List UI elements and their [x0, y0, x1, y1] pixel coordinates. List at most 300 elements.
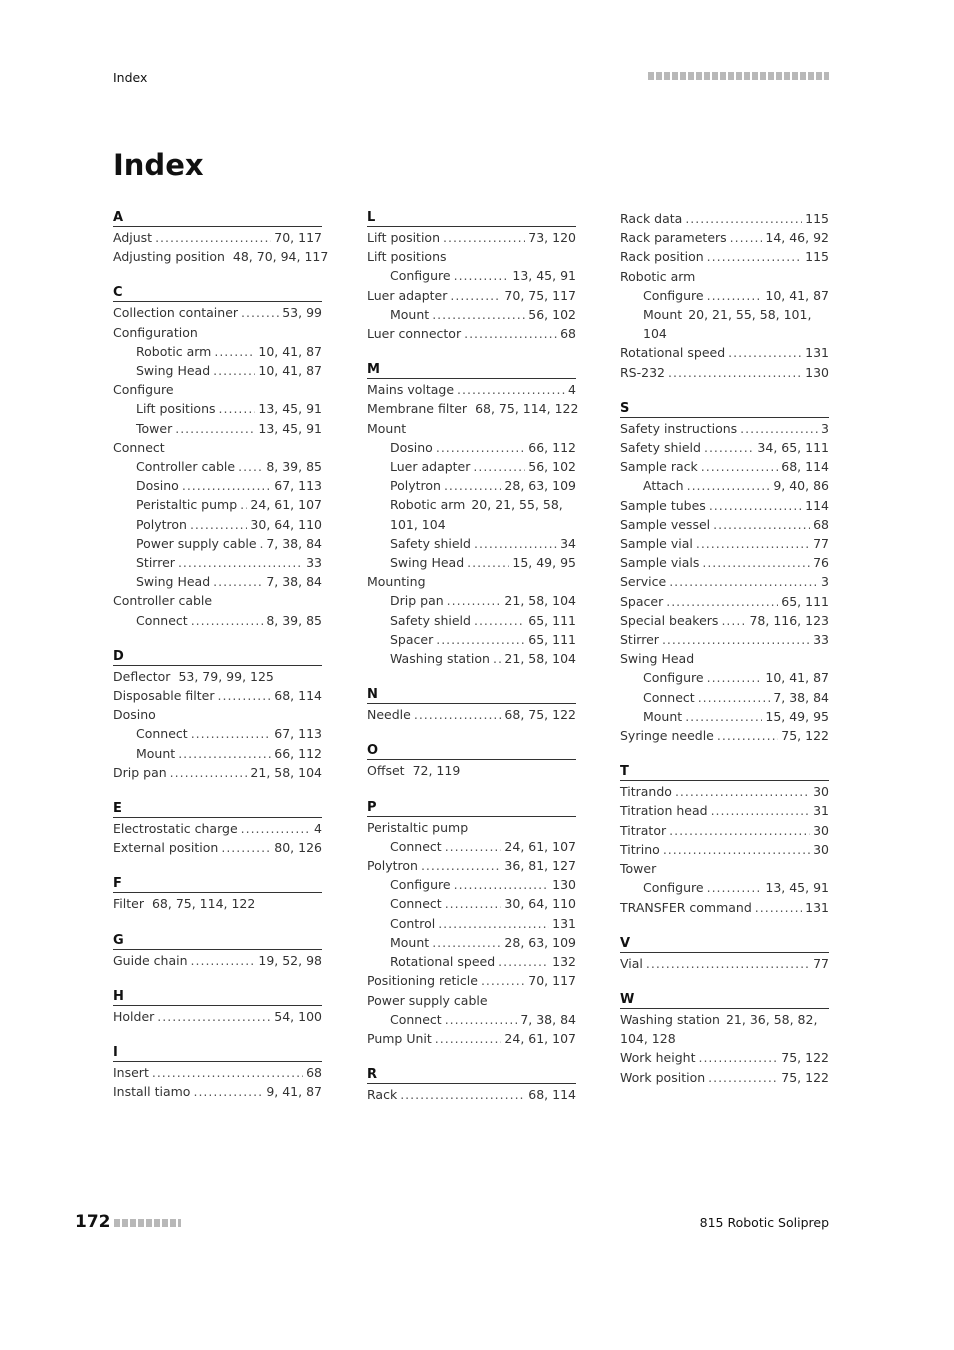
index-page-refs: 76 [813, 555, 829, 571]
index-subentry [367, 649, 576, 668]
index-term: Spacer [620, 593, 664, 609]
index-term: Adjusting position [113, 249, 225, 265]
index-page-refs: 21, 58, 104 [504, 593, 576, 609]
dot-leader [190, 515, 247, 534]
index-term: Mount [643, 708, 683, 724]
index-subentry [620, 305, 829, 343]
index-term: Rack [367, 1087, 398, 1103]
index-entry [113, 763, 322, 782]
index-column-2 [367, 209, 579, 1122]
dot-leader [400, 1085, 525, 1104]
index-page-refs: 75, 122 [781, 1069, 829, 1085]
index-group [367, 686, 576, 724]
index-entry [620, 267, 829, 286]
index-page-refs: 72, 119 [412, 763, 461, 779]
index-page-refs: 67, 113 [274, 478, 322, 494]
index-page-refs: 10, 41, 87 [258, 343, 322, 359]
index-term: Washing station [390, 651, 490, 667]
index-term: Rotational speed [390, 954, 496, 970]
dot-leader [702, 553, 810, 572]
dot-leader [473, 457, 525, 476]
index-entry [367, 399, 579, 418]
index-group [113, 284, 322, 629]
index-term: Mount [390, 306, 430, 322]
index-page-refs: 73, 120 [528, 230, 576, 245]
index-term: Swing Head [390, 555, 465, 571]
index-term: Swing Head [136, 574, 211, 590]
index-letter-heading: O [367, 742, 576, 760]
index-entry [367, 247, 576, 266]
index-term: Membrane filter [367, 401, 468, 417]
index-term: Configure [113, 382, 174, 398]
index-page-refs: 36, 81, 127 [504, 858, 576, 874]
index-page-refs: 21, 36, 58, 82, 104, 128 [620, 1011, 818, 1047]
index-page-refs: 68, 75, 114, 122 [151, 896, 256, 912]
page-number: 172 [75, 1212, 111, 1232]
index-entry [367, 380, 576, 399]
index-subentry [113, 457, 322, 476]
index-term: Rack position [620, 249, 704, 265]
index-entry [367, 1085, 576, 1104]
index-term: Vial [620, 955, 643, 971]
dot-leader [447, 591, 502, 610]
index-entry [620, 534, 829, 553]
index-page-refs: 78, 116, 123 [749, 612, 829, 628]
index-term: Configure [390, 268, 451, 284]
index-entry [620, 954, 829, 973]
index-term: Washing station [620, 1011, 720, 1027]
index-term: Robotic arm [390, 497, 466, 513]
index-subentry [113, 553, 322, 572]
dot-leader [238, 457, 263, 476]
index-entry [367, 761, 576, 780]
index-entry [620, 611, 829, 630]
dot-leader [474, 611, 525, 630]
index-entry [620, 438, 829, 457]
index-letter-heading: A [113, 209, 322, 227]
index-group [620, 400, 829, 745]
index-group [113, 932, 322, 970]
index-term: Configuration [113, 324, 198, 340]
index-term: Drip pan [113, 764, 167, 780]
dot-leader [454, 266, 510, 285]
index-subentry [367, 1010, 576, 1029]
index-term: Sample vial [620, 536, 693, 552]
index-entry [113, 1082, 322, 1101]
index-term: Drip pan [390, 593, 444, 609]
index-entry [113, 247, 329, 266]
index-entry [113, 686, 322, 705]
index-letter-heading: H [113, 988, 322, 1006]
index-subentry [113, 361, 322, 380]
index-subentry [620, 668, 829, 687]
index-entry [620, 343, 829, 362]
index-entry [113, 838, 322, 857]
index-page-refs: 68, 114 [781, 459, 829, 475]
index-entry [620, 209, 829, 228]
dot-leader [708, 1068, 778, 1087]
dot-leader [662, 630, 810, 649]
dot-leader [709, 496, 802, 515]
dot-leader [214, 342, 255, 361]
index-page-refs: 4 [568, 382, 576, 398]
index-subentry [113, 744, 322, 763]
index-letter-heading: N [367, 686, 576, 704]
index-subentry [113, 611, 322, 630]
index-subentry [367, 630, 576, 649]
dot-leader [646, 954, 810, 973]
index-term: Mount [136, 745, 176, 761]
index-term: Pump Unit [367, 1030, 432, 1046]
index-entry [620, 592, 829, 611]
index-subentry [367, 894, 576, 913]
index-term: Rack parameters [620, 230, 727, 246]
index-term: Attach [643, 478, 684, 494]
index-page-refs: 77 [813, 955, 829, 971]
index-term: Work position [620, 1069, 706, 1085]
dot-leader [698, 1048, 778, 1067]
index-page-refs: 131 [805, 899, 829, 915]
index-page-refs: 21, 58, 104 [504, 651, 576, 667]
index-entry [620, 572, 829, 591]
index-page-refs: 34 [560, 535, 576, 551]
dot-leader [717, 726, 778, 745]
index-term: Titrator [620, 822, 667, 838]
index-term: Needle [367, 707, 411, 723]
index-letter-heading: M [367, 361, 576, 379]
index-page-refs: 131 [552, 915, 576, 931]
index-letter-heading: E [113, 800, 322, 818]
index-term: Robotic arm [136, 343, 212, 359]
index-page-refs: 66, 112 [274, 745, 322, 761]
dot-leader [155, 228, 271, 247]
index-term: Controller cable [113, 593, 213, 609]
index-term: Offset [367, 763, 405, 779]
index-group [113, 988, 322, 1026]
index-page-refs: 132 [552, 954, 576, 970]
index-page-refs: 24, 61, 107 [504, 838, 576, 854]
dot-leader [445, 837, 502, 856]
index-page-refs: 68 [560, 326, 576, 342]
index-group [113, 875, 322, 913]
dot-leader [707, 878, 763, 897]
index-entry [620, 553, 829, 572]
index-subentry [367, 534, 576, 553]
index-page-refs: 9, 41, 87 [266, 1084, 322, 1100]
index-term: Filter [113, 896, 144, 912]
index-term: Guide chain [113, 952, 188, 968]
header-decoration [648, 72, 829, 80]
index-subentry [367, 553, 576, 572]
dot-leader [666, 592, 778, 611]
index-subentry [367, 438, 576, 457]
index-page-refs: 130 [552, 877, 576, 893]
index-term: Mount [390, 934, 430, 950]
index-entry [620, 1048, 829, 1067]
index-term: Deflector [113, 668, 171, 684]
index-term: Peristaltic pump [367, 819, 469, 835]
dot-leader [669, 572, 818, 591]
index-entry [367, 991, 576, 1010]
dot-leader [436, 630, 525, 649]
index-term: Rack data [620, 211, 683, 226]
index-subentry [113, 515, 322, 534]
dot-leader [481, 971, 525, 990]
index-page-refs: 68 [813, 516, 829, 532]
dot-leader [193, 1082, 263, 1101]
dot-leader [170, 763, 248, 782]
index-term: Luer connector [367, 326, 462, 342]
index-page-refs: 28, 63, 109 [504, 478, 576, 494]
index-term: Control [390, 915, 436, 931]
index-term: Luer adapter [390, 459, 471, 475]
index-term: Connect [113, 439, 165, 455]
index-entry [620, 801, 829, 820]
dot-leader [218, 686, 272, 705]
index-column-1 [113, 209, 329, 1120]
index-term: Spacer [390, 631, 434, 647]
index-entry [620, 496, 829, 515]
index-page-refs: 30 [813, 841, 829, 857]
index-entry [113, 705, 322, 724]
index-entry [620, 363, 829, 382]
index-page-refs: 28, 63, 109 [504, 934, 576, 950]
dot-leader [707, 286, 763, 305]
index-page-refs: 80, 126 [274, 840, 322, 856]
dot-leader [711, 801, 811, 820]
running-header-section: Index [113, 70, 148, 85]
index-term: Adjust [113, 230, 153, 245]
dot-leader [701, 457, 779, 476]
index-page-refs: 20, 21, 55, 58, 101, 104 [390, 497, 563, 532]
dot-leader [260, 534, 264, 553]
index-subentry [367, 476, 576, 495]
index-page-refs: 48, 70, 94, 117 [232, 249, 329, 265]
dot-leader [721, 611, 746, 630]
index-term: Dosino [390, 439, 433, 455]
index-term: Connect [390, 896, 442, 912]
dot-leader [241, 819, 311, 838]
index-term: Configure [390, 877, 451, 893]
index-group [113, 209, 329, 266]
index-term: Electrostatic charge [113, 821, 238, 837]
index-letter-heading: V [620, 935, 829, 953]
dot-leader [191, 951, 256, 970]
index-entry [620, 859, 829, 878]
index-term: Install tiamo [113, 1084, 191, 1100]
index-entry [620, 821, 829, 840]
index-entry [113, 819, 322, 838]
index-subentry [367, 933, 576, 952]
dot-leader [454, 875, 550, 894]
index-group [113, 1044, 322, 1101]
index-entry [367, 705, 576, 724]
index-group [367, 1066, 576, 1104]
dot-leader [191, 724, 272, 743]
index-term: Polytron [390, 478, 441, 494]
index-term: Safety instructions [620, 420, 738, 436]
dot-leader [669, 821, 810, 840]
index-subentry [113, 342, 322, 361]
dot-leader [696, 534, 810, 553]
dot-leader [213, 572, 263, 591]
dot-leader [435, 1029, 502, 1048]
index-term: Sample rack [620, 459, 698, 475]
index-page-refs: 54, 100 [274, 1008, 322, 1024]
index-page-refs: 7, 38, 84 [266, 535, 322, 551]
dot-leader [467, 553, 509, 572]
dot-leader [445, 1010, 518, 1029]
dot-leader [241, 303, 279, 322]
index-term: Connect [390, 838, 442, 854]
index-entry [620, 649, 829, 668]
index-entry [367, 818, 576, 837]
index-term: Mount [367, 420, 407, 436]
index-page-refs: 33 [306, 555, 322, 571]
dot-leader [152, 1063, 303, 1082]
index-term: Titrando [620, 784, 672, 800]
index-entry [620, 1010, 829, 1048]
dot-leader [704, 438, 754, 457]
index-term: Titration head [620, 803, 708, 819]
index-page-refs: 75, 122 [781, 728, 829, 744]
index-subentry [367, 457, 576, 476]
index-entry [113, 438, 322, 457]
index-page-refs: 15, 49, 95 [765, 708, 829, 724]
dot-leader [687, 476, 771, 495]
index-term: Lift positions [367, 249, 447, 265]
index-entry [620, 782, 829, 801]
index-term: Insert [113, 1065, 149, 1081]
index-entry [367, 286, 576, 305]
index-entry [367, 971, 576, 990]
index-subentry [367, 266, 576, 285]
index-entry [620, 840, 829, 859]
dot-leader [498, 952, 549, 971]
index-term: Robotic arm [620, 268, 696, 284]
dot-leader [432, 933, 501, 952]
index-page-refs: 13, 45, 91 [258, 420, 322, 436]
index-entry [113, 1007, 322, 1026]
index-page-refs: 68 [306, 1065, 322, 1081]
dot-leader [436, 438, 525, 457]
index-term: Configure [643, 880, 704, 896]
footer-decoration [114, 1219, 181, 1227]
index-subentry [113, 419, 322, 438]
dot-leader [178, 553, 303, 572]
index-letter-heading: D [113, 648, 322, 666]
index-term: Service [620, 574, 667, 590]
dot-leader [221, 838, 271, 857]
dot-leader [685, 707, 762, 726]
index-term: Mounting [367, 574, 426, 590]
dot-leader [713, 515, 810, 534]
index-entry [620, 515, 829, 534]
index-page-refs: 7, 38, 84 [773, 689, 829, 705]
index-term: Connect [136, 612, 188, 628]
index-subentry [113, 476, 322, 495]
index-entry [113, 323, 322, 342]
index-page-refs: 68, 75, 114, 122 [475, 401, 579, 417]
index-entry [620, 898, 829, 917]
index-page-refs: 14, 46, 92 [765, 230, 829, 246]
index-term: Titrino [620, 841, 660, 857]
index-subentry [113, 495, 322, 514]
index-entry [620, 726, 829, 745]
index-page-refs: 3 [821, 420, 829, 436]
index-term: Dosino [136, 478, 179, 494]
index-letter-heading: C [113, 284, 322, 302]
index-subentry [367, 611, 576, 630]
index-page-refs: 70, 75, 117 [504, 287, 576, 303]
index-term: Power supply cable [367, 992, 488, 1008]
index-entry [113, 303, 322, 322]
index-group [367, 361, 579, 668]
index-group [620, 763, 829, 916]
index-subentry [113, 534, 322, 553]
index-term: Collection container [113, 305, 239, 321]
index-page-refs: 30, 64, 110 [250, 516, 322, 532]
index-term: Lift position [367, 230, 441, 245]
page-title: Index [113, 148, 204, 182]
index-subentry [113, 399, 322, 418]
index-entry [113, 951, 322, 970]
index-page-refs: 30, 64, 110 [504, 896, 576, 912]
dot-leader [675, 782, 810, 801]
index-letter-heading: I [113, 1044, 322, 1062]
index-page-refs: 33 [813, 632, 829, 648]
index-entry [113, 894, 322, 913]
index-page-refs: 10, 41, 87 [765, 670, 829, 686]
index-subentry [113, 724, 322, 743]
dot-leader [445, 894, 502, 913]
footer-product-name: 815 Robotic Soliprep [699, 1215, 829, 1230]
index-term: Dosino [113, 707, 156, 723]
index-page-refs: 65, 111 [528, 631, 576, 647]
index-page-refs: 10, 41, 87 [765, 287, 829, 303]
dot-leader [474, 534, 557, 553]
index-entry [620, 247, 829, 266]
index-page-refs: 56, 102 [528, 306, 576, 322]
index-subentry [620, 878, 829, 897]
dot-leader [438, 914, 549, 933]
index-entry [113, 228, 322, 247]
index-subentry [620, 688, 829, 707]
index-term: Power supply cable [136, 535, 257, 551]
index-term: Stirrer [620, 632, 659, 648]
index-term: Sample vessel [620, 516, 711, 532]
index-term: TRANSFER command [620, 899, 752, 915]
index-page-refs: 10, 41, 87 [258, 363, 322, 379]
index-entry [620, 457, 829, 476]
index-entry [367, 324, 576, 343]
index-page-refs: 75, 122 [781, 1050, 829, 1066]
index-column-3 [620, 209, 829, 1105]
index-page-refs: 7, 38, 84 [266, 574, 322, 590]
index-entry [367, 228, 576, 247]
index-page-refs: 68, 114 [274, 688, 322, 704]
index-page-refs: 13, 45, 91 [765, 880, 829, 896]
index-page-refs: 70, 117 [274, 230, 322, 245]
index-subentry [367, 495, 576, 533]
index-page-refs: 34, 65, 111 [757, 440, 829, 456]
index-term: Connect [390, 1011, 442, 1027]
index-entry [620, 419, 829, 438]
dot-leader [464, 324, 557, 343]
index-term: RS-232 [620, 364, 665, 380]
index-page-refs: 130 [805, 364, 829, 380]
index-letter-heading: L [367, 209, 576, 227]
